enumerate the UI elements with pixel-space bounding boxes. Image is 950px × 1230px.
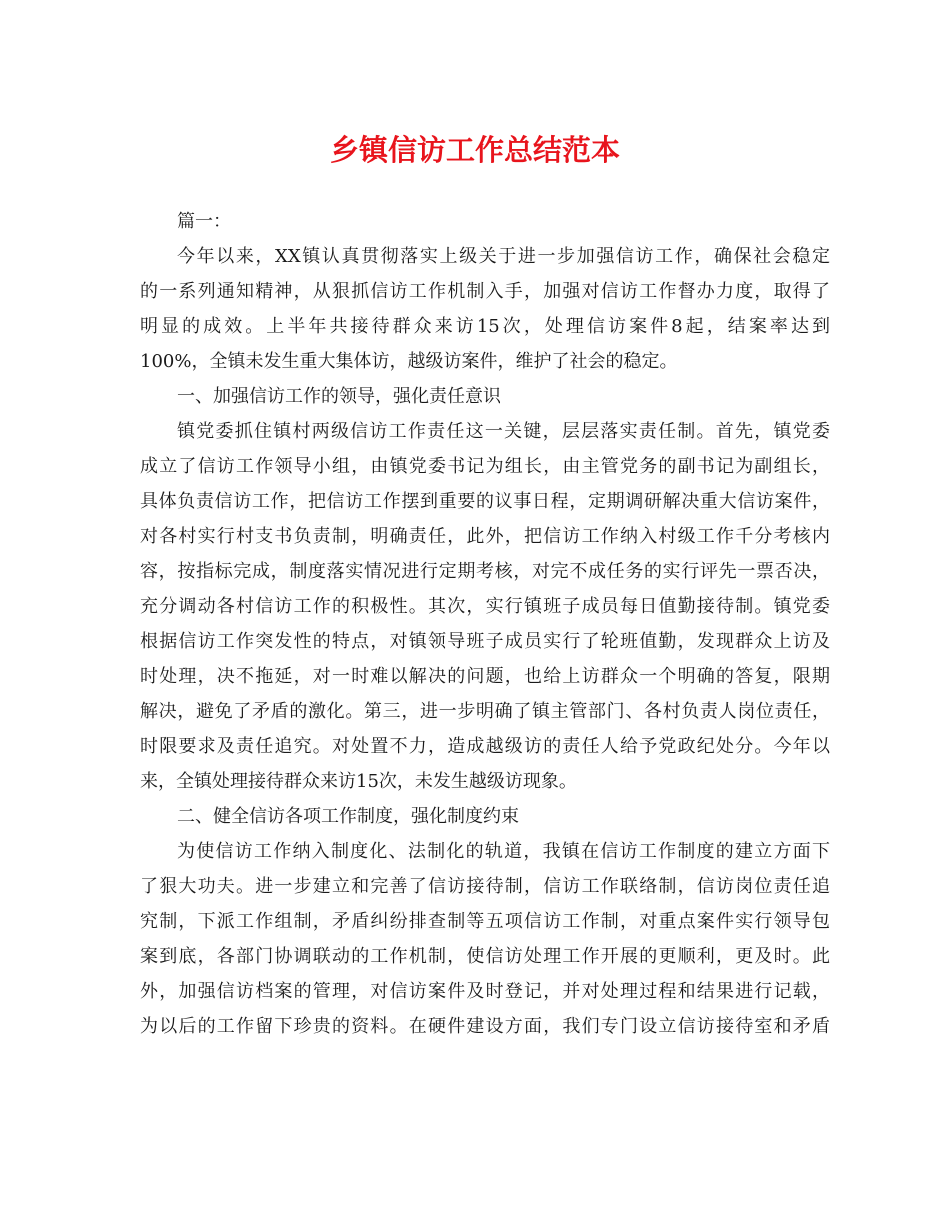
- paragraph-line: 为使信访工作纳入制度化、法制化的轨道，我镇在信访工作制度的建立方面下: [177, 841, 830, 862]
- paragraph-line: 充分调动各村信访工作的积极性。其次，实行镇班子成员每日值勤接待制。镇党委: [140, 596, 830, 617]
- paragraph-line: 的一系列通知精神，从狠抓信访工作机制入手，加强对信访工作督办力度，取得了: [140, 281, 830, 302]
- paragraph-line: 解决，避免了矛盾的激化。第三，进一步明确了镇主管部门、各村负责人岗位责任，: [140, 701, 830, 722]
- paragraph-line: 外，加强信访档案的管理，对信访案件及时登记，并对处理过程和结果进行记载，: [140, 981, 830, 1002]
- paragraph-line: 了狠大功夫。进一步建立和完善了信访接待制，信访工作联络制，信访岗位责任追: [140, 876, 830, 897]
- paragraph-line: 明显的成效。上半年共接待群众来访15次，处理信访案件8起，结案率达到: [140, 316, 830, 337]
- paragraph-line: 成立了信访工作领导小组，由镇党委书记为组长，由主管党务的副书记为副组长，: [140, 456, 830, 477]
- document-title: 乡镇信访工作总结范本: [329, 133, 620, 167]
- section-heading: 二、健全信访各项工作制度，强化制度约束: [177, 806, 519, 827]
- paragraph-line: 时限要求及责任追究。对处置不力，造成越级访的责任人给予党政纪处分。今年以: [140, 736, 830, 757]
- paragraph-line: 具体负责信访工作，把信访工作摆到重要的议事日程，定期调研解决重大信访案件，: [140, 491, 830, 512]
- paragraph-line: 为以后的工作留下珍贵的资料。在硬件建设方面，我们专门设立信访接待室和矛盾: [140, 1016, 830, 1037]
- paragraph-line: 时处理，决不拖延，对一时难以解决的问题，也给上访群众一个明确的答复，限期: [140, 666, 830, 687]
- paragraph-line: 容，按指标完成，制度落实情况进行定期考核，对完不成任务的实行评先一票否决，: [140, 561, 830, 582]
- section-heading: 一、加强信访工作的领导，强化责任意识: [177, 386, 501, 407]
- paragraph-line: 对各村实行村支书负责制，明确责任，此外，把信访工作纳入村级工作千分考核内: [140, 526, 830, 547]
- paragraph-line: 镇党委抓住镇村两级信访工作责任这一关键，层层落实责任制。首先，镇党委: [177, 421, 830, 442]
- paragraph-line: 今年以来，XX镇认真贯彻落实上级关于进一步加强信访工作，确保社会稳定: [177, 246, 830, 267]
- section-label: 篇一：: [177, 211, 231, 232]
- paragraph-line: 来，全镇处理接待群众来访15次，未发生越级访现象。: [140, 771, 577, 792]
- paragraph-line: 根据信访工作突发性的特点，对镇领导班子成员实行了轮班值勤，发现群众上访及: [140, 631, 830, 652]
- paragraph-line: 案到底，各部门协调联动的工作机制，使信访处理工作开展的更顺利，更及时。此: [140, 946, 830, 967]
- paragraph-line: 100%，全镇未发生重大集体访，越级访案件，维护了社会的稳定。: [140, 351, 678, 372]
- paragraph-line: 究制，下派工作组制，矛盾纠纷排查制等五项信访工作制，对重点案件实行领导包: [140, 911, 830, 932]
